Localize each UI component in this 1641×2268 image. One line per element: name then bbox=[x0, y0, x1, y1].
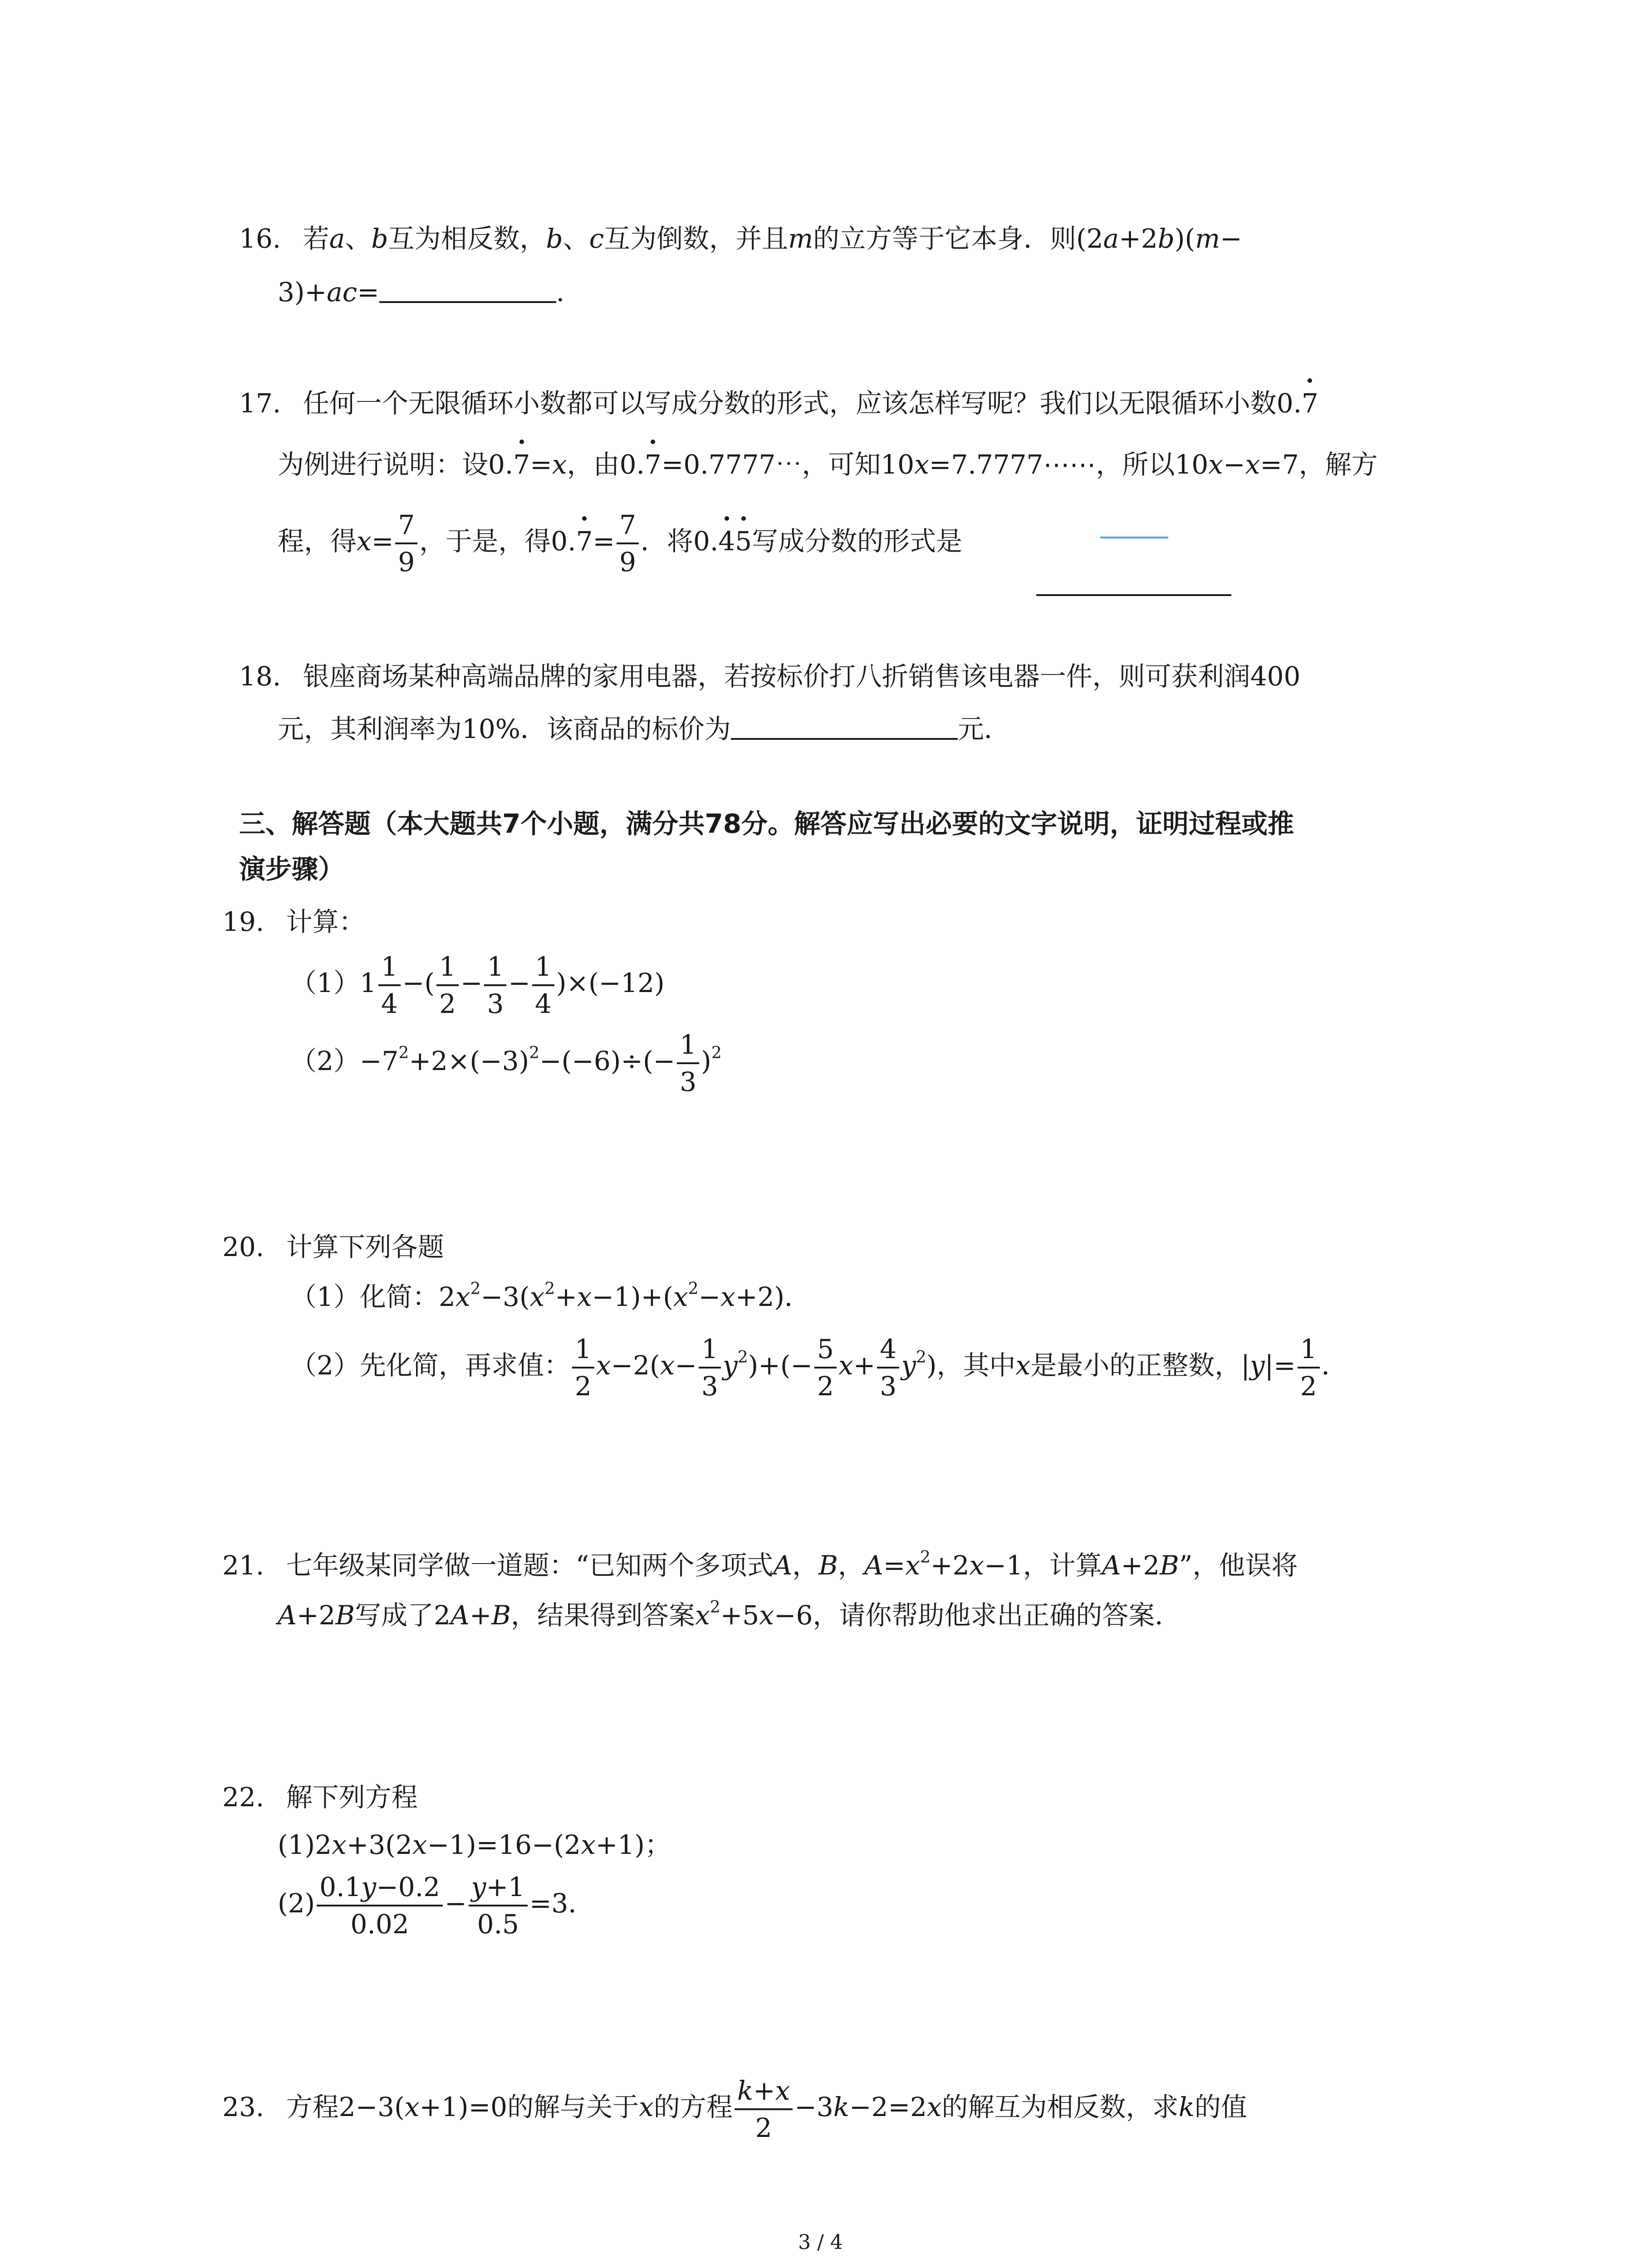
q23-line-1: 23. 方程2−3(x+1)=0的解与关于x的方程 $\frac{k+x}{2}$ −3k−2=2x的解互为相反数，求k的值 bbox=[222, 2075, 1247, 2143]
q20-title: 20. 计算下列各题 bbox=[222, 1232, 444, 1262]
section-heading: 三、解答题（本大题共7个小题，满分共78分。解答应写出必要的文字说明，证明过程或推 bbox=[239, 808, 1294, 839]
q21-line-1: 21. 七年级某同学做一道题：“已知两个多项式A，B，$A=x^2+2x-1$，计算A+2B”，他误将 bbox=[222, 1548, 1298, 1581]
q19-part-1: （1）1 $\frac{1}{4}$ −( $\frac{1}{2}$ − $\frac{1}{3}$ − $\frac{1}{4}$ )×(−12) bbox=[290, 951, 665, 1019]
q17-line-3: 程，得x= $\frac{7}{9}$ ，于是，得0.7= $\frac{7}{9}$ ．将0.45写成分数的形式是 bbox=[278, 509, 963, 577]
q17-number: 17. bbox=[239, 388, 281, 419]
q19-part-2: $(2)-7^2+2\times(-3)^2-(-6)\div(-$ $\frac{1}{3}$ )$^2$ bbox=[290, 1029, 722, 1097]
q16-answer-blank[interactable] bbox=[379, 278, 556, 303]
q20-part-1: （1）化简：$2x^2-3(x^2+x-1)+(x^2-x+2)$． bbox=[290, 1280, 811, 1312]
q17-answer-blank[interactable] bbox=[1036, 594, 1231, 596]
section-heading-cont: 演步骤） bbox=[239, 854, 345, 885]
q22-part-2: (2) $\frac{0.1y-0.2}{0.02}$ − $\frac{y+1}{0.5}$ =3． bbox=[278, 1872, 595, 1940]
fraction: $\frac{y+1}{0.5}$ bbox=[469, 1874, 528, 1937]
fraction: $\frac{1}{2}$ bbox=[436, 953, 459, 1017]
fraction: $\frac{1}{4}$ bbox=[532, 953, 554, 1017]
fraction: $\frac{4}{3}$ bbox=[877, 1336, 899, 1399]
q17-line-1: 17. 任何一个无限循环小数都可以写成分数的形式，应该怎样写呢？我们以无限循环小数0.7 bbox=[239, 388, 1318, 419]
q22-title: 22. 解下列方程 bbox=[222, 1782, 418, 1813]
fraction: $\frac{1}{3}$ bbox=[677, 1031, 699, 1095]
q16-line-2: 3)+ac= ． bbox=[278, 277, 583, 308]
q22-part-1: (1)2x+3(2x−1)=16−(2x+1)； bbox=[278, 1829, 671, 1860]
fraction: $\frac{1}{3}$ bbox=[699, 1336, 721, 1399]
q18-line-2: 元，其利润率为10%．该商品的标价为 元． bbox=[278, 714, 1010, 744]
fraction: $\frac{1}{3}$ bbox=[484, 953, 506, 1017]
q19-title: 19. 计算： bbox=[222, 906, 365, 937]
q20-part-2: （2）先化简，再求值： $\frac{1}{2}$ x−2(x− $\frac{1}{3}$ $y^2)+(-$ $\frac{5}{2}$ x+ $\frac{4}{3}$ $y^2$)，其中x是最小的正整数，|y|= $\frac{1}{2}$ ． bbox=[290, 1334, 1348, 1402]
q20-number: 20. bbox=[222, 1232, 265, 1262]
fraction: $\frac{7}{9}$ bbox=[617, 512, 639, 575]
q19-number: 19. bbox=[222, 906, 265, 937]
fraction: $\frac{7}{9}$ bbox=[395, 512, 417, 575]
q18-number: 18. bbox=[239, 661, 281, 692]
fraction: $\frac{k+x}{2}$ bbox=[735, 2077, 793, 2141]
q17-accent-line bbox=[1100, 537, 1168, 538]
fraction: $\frac{0.1y-0.2}{0.02}$ bbox=[317, 1874, 443, 1937]
q18-answer-blank[interactable] bbox=[731, 714, 958, 740]
fraction: $\frac{1}{4}$ bbox=[378, 953, 401, 1017]
fraction: $\frac{1}{2}$ bbox=[572, 1336, 594, 1399]
page-number: 3 / 4 bbox=[798, 2231, 843, 2254]
q17-line-2: 为例进行说明：设0.7=x，由0.7=0.7777⋯，可知10x=7.7777⋯⋯，所以10x−x=7，解方 bbox=[278, 449, 1378, 480]
q21-line-2: A+2B写成了2A+B，结果得到答案$x^2+5x-6$，请你帮助他求出正确的答案． bbox=[278, 1598, 1181, 1631]
q23-number: 23. bbox=[222, 2092, 265, 2123]
q22-number: 22. bbox=[222, 1782, 265, 1813]
fraction: $\frac{1}{2}$ bbox=[1298, 1336, 1320, 1399]
q18-line-1: 18. 银座商场某种高端品牌的家用电器，若按标价打八折销售该电器一件，则可获利润400 bbox=[239, 661, 1301, 692]
q16-number: 16. bbox=[239, 223, 281, 254]
q16-line-1: 16. 若a、b互为相反数，b、c互为倒数，并且m的立方等于它本身．则(2a+2b)(m− bbox=[239, 223, 1242, 254]
fraction: $\frac{5}{2}$ bbox=[814, 1336, 837, 1399]
q21-number: 21. bbox=[222, 1550, 265, 1581]
